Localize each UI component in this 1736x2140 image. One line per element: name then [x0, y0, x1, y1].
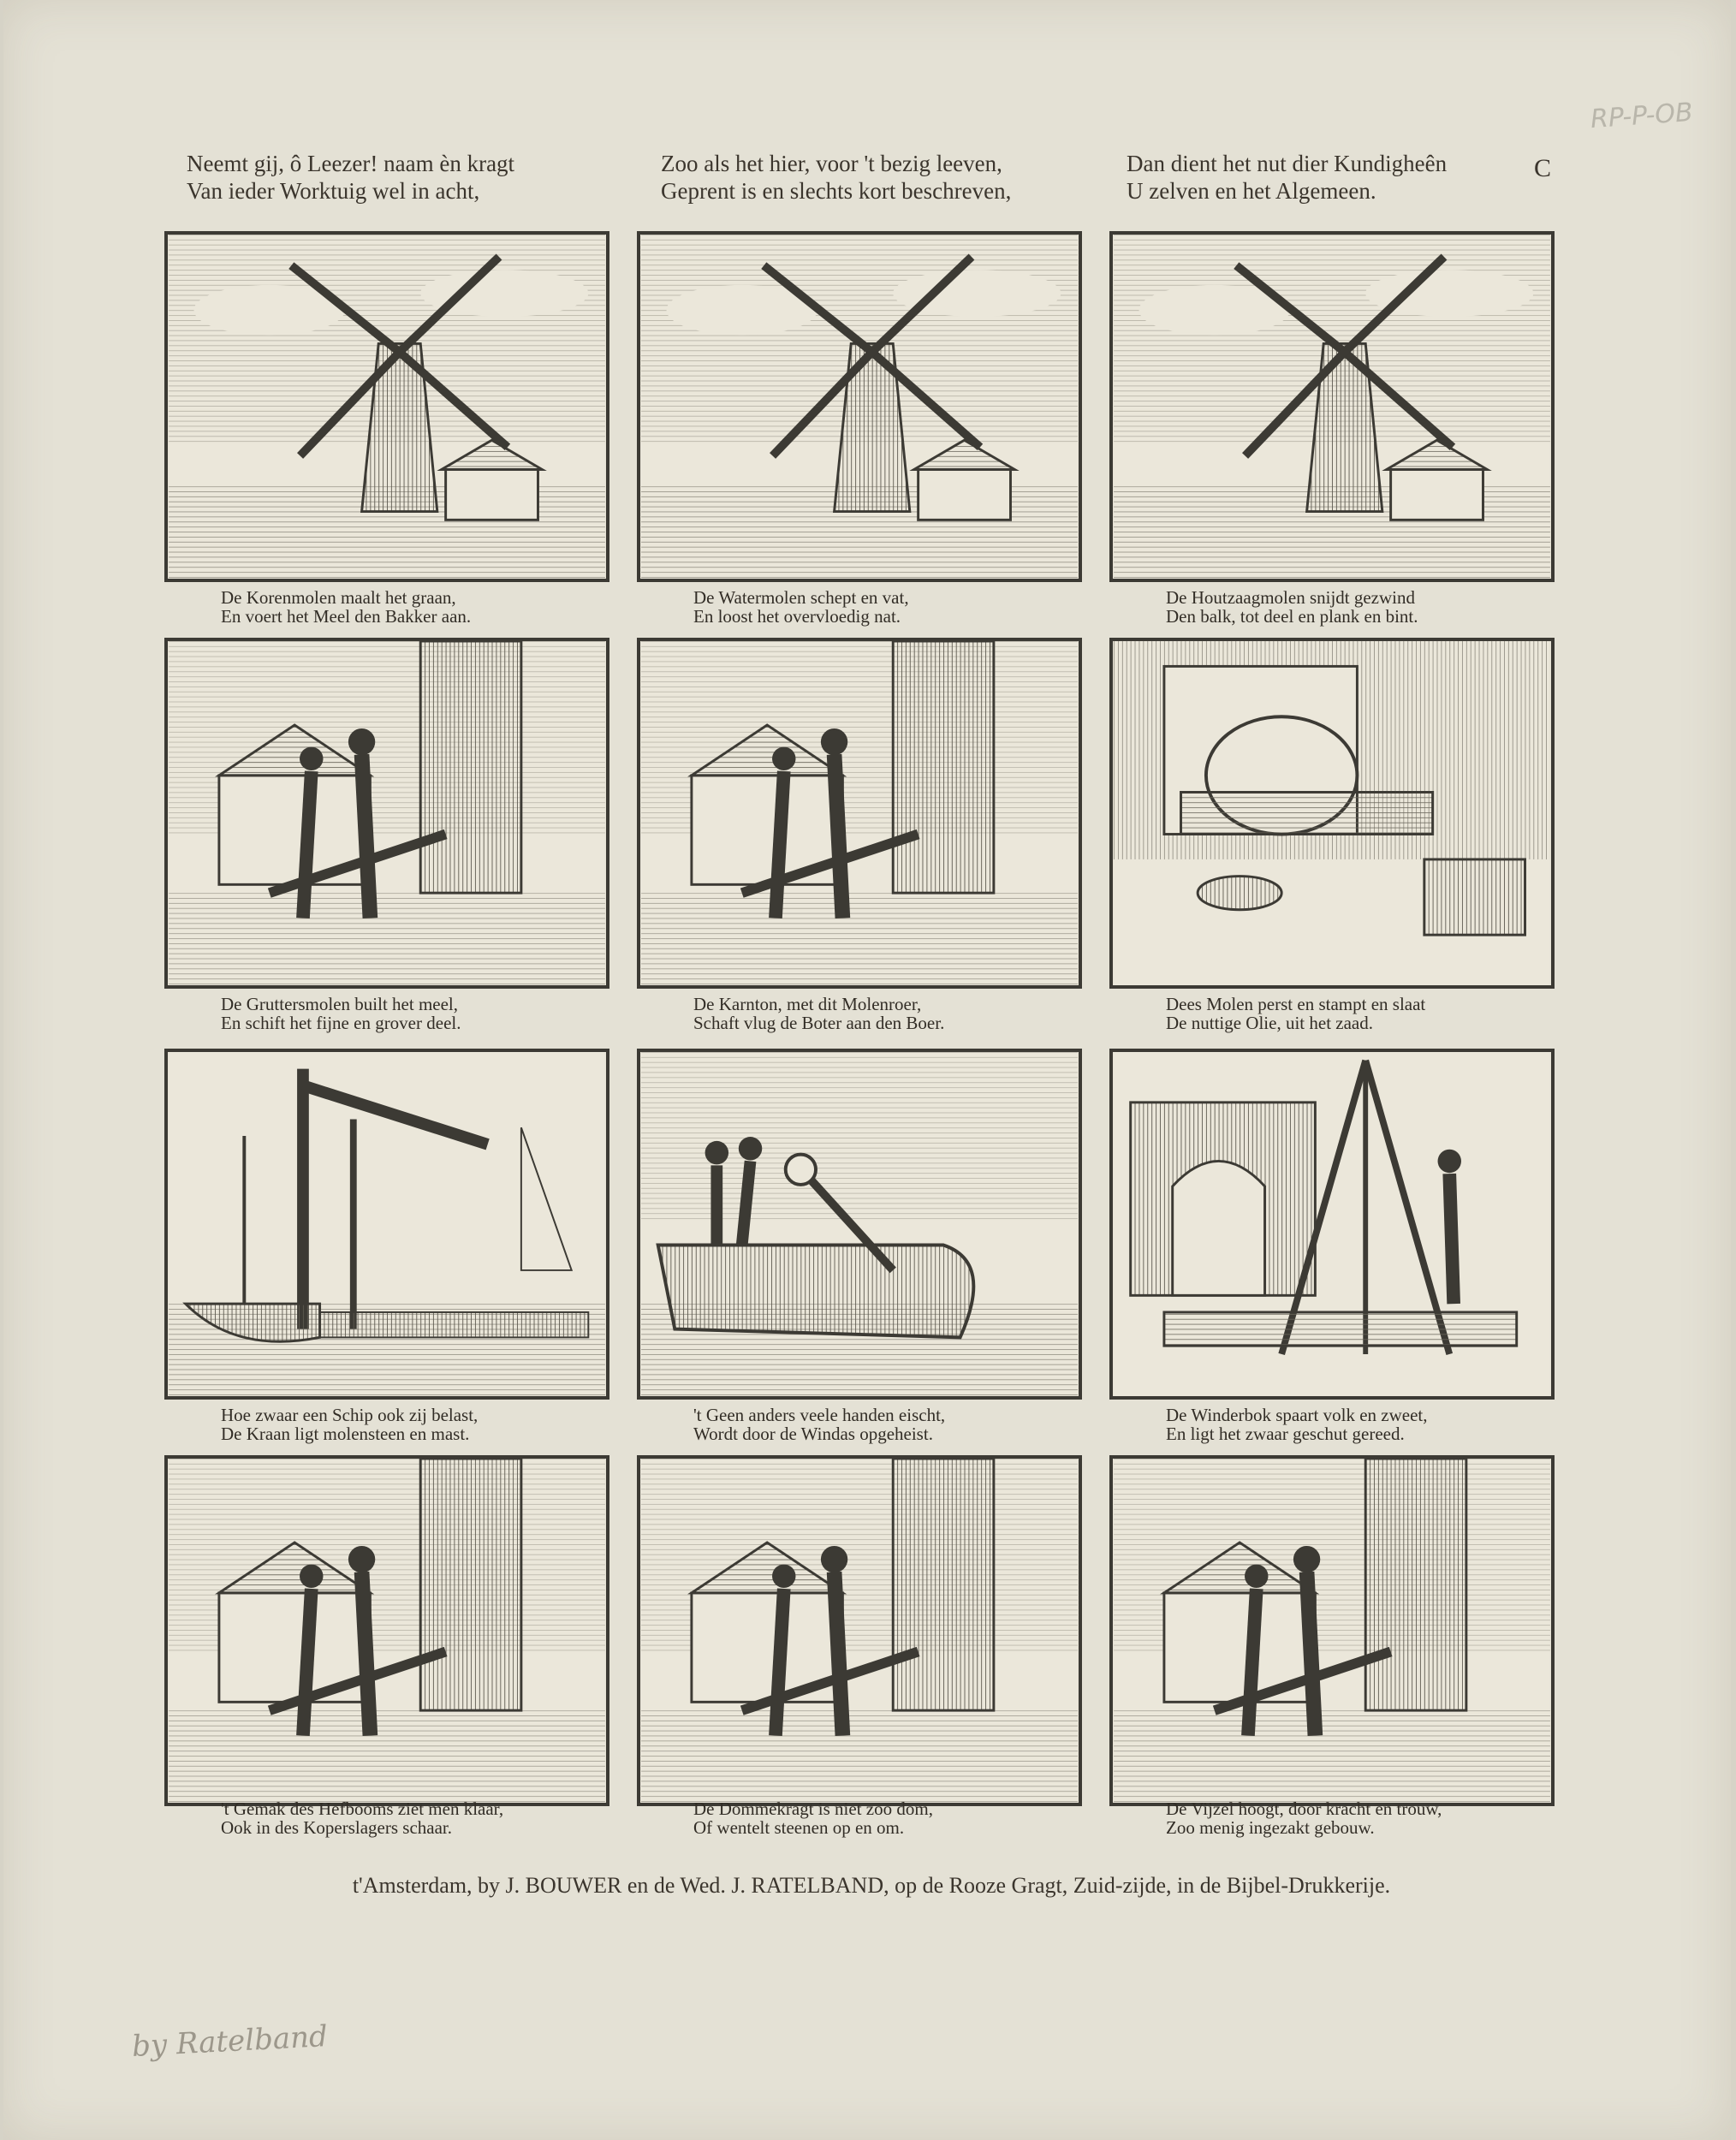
header-verse-2 [661, 150, 1011, 205]
panel-caption [164, 1406, 609, 1443]
header-verse-1 [187, 150, 514, 205]
lever-icon [168, 1459, 606, 1803]
verse-line: Neemt gij, ô Leezer! naam èn kragt [187, 151, 515, 176]
oil-press-icon [1113, 641, 1551, 985]
printer-imprint: t'Amsterdam, by J. BOUWER en de Wed. J. RATELBAND, op de Rooze Gragt, Zuid-zijde, in de Bijbel-Drukkerije. [352, 1873, 1391, 1898]
caption-line: De nuttige Olie, uit het zaad. [1166, 1013, 1374, 1033]
caption-line: Zoo menig ingezakt gebouw. [1166, 1817, 1375, 1838]
caption-line: De Gruttersmolen built het meel, [221, 994, 459, 1014]
panel-caption [1109, 1406, 1555, 1443]
panel-caption [637, 995, 1082, 1032]
panel-caption [1109, 1799, 1555, 1837]
caption-line: Schaft vlug de Boter aan den Boer. [693, 1013, 945, 1033]
verse-line: Zoo als het hier, voor 't bezig leeven, [661, 151, 1002, 176]
woodcut-panel [1109, 638, 1555, 989]
woodcut-panel [1109, 1455, 1555, 1806]
screw-jack-icon [1113, 1459, 1551, 1803]
panel-caption [637, 1799, 1082, 1837]
caption-line: Den balk, tot deel en plank en bint. [1166, 606, 1418, 627]
verse-line: Geprent is en slechts kort beschreven, [661, 178, 1012, 204]
sheet-letter: C [1534, 154, 1552, 182]
windmill-icon [1113, 235, 1551, 579]
windlass-icon [640, 1052, 1079, 1396]
caption-line: De Karnton, met dit Molenroer, [693, 994, 922, 1014]
woodcut-panel [164, 1049, 609, 1400]
archive-pencil-mark: RP-P-OB [1590, 97, 1695, 135]
panel-caption [637, 1406, 1082, 1443]
caption-line: De Houtzaagmolen snijdt gezwind [1166, 587, 1416, 608]
caption-line: Hoe zwaar een Schip ook zij belast, [221, 1405, 479, 1425]
caption-line: De Dommekragt is niet zoo dom, [693, 1798, 933, 1819]
panel-caption [164, 1799, 609, 1837]
tripod-hoist-icon [1113, 1052, 1551, 1396]
horse-mill-icon [640, 641, 1079, 985]
caption-line: De Watermolen schept en vat, [693, 587, 909, 608]
handwritten-signature: by Ratelband [131, 2019, 329, 2064]
broadsheet-page [3, 0, 1731, 2140]
woodcut-panel [637, 1455, 1082, 1806]
caption-line: Wordt door de Windas opgeheist. [693, 1424, 933, 1444]
windmill-icon [640, 235, 1079, 579]
caption-line: En voert het Meel den Bakker aan. [221, 606, 472, 627]
woodcut-panel [637, 1049, 1082, 1400]
woodcut-panel [637, 638, 1082, 989]
woodcut-panel [164, 638, 609, 989]
panel-caption [1109, 995, 1555, 1032]
horse-mill-icon [168, 641, 606, 985]
woodcut-panel [1109, 1049, 1555, 1400]
verse-line: Van ieder Worktuig wel in acht, [187, 178, 480, 204]
woodcut-panel [164, 231, 609, 582]
windmill-icon [168, 235, 606, 579]
jack-icon [640, 1459, 1079, 1803]
crane-icon [168, 1052, 606, 1396]
caption-line: Of wentelt steenen op en om. [693, 1817, 905, 1838]
verse-line: Dan dient het nut dier Kundigheên [1127, 151, 1448, 176]
woodcut-panel [164, 1455, 609, 1806]
panel-caption [164, 588, 609, 626]
panel-caption [637, 588, 1082, 626]
caption-line: 't Gemak des Hefbooms ziet men klaar, [221, 1798, 504, 1819]
caption-line: En schift het fijne en grover deel. [221, 1013, 461, 1033]
caption-line: Ook in des Koperslagers schaar. [221, 1817, 453, 1838]
caption-line: 't Geen anders veele handen eischt, [693, 1405, 946, 1425]
woodcut-panel [1109, 231, 1555, 582]
woodcut-panel [637, 231, 1082, 582]
caption-line: De Korenmolen maalt het graan, [221, 587, 456, 608]
caption-line: De Kraan ligt molensteen en mast. [221, 1424, 470, 1444]
header-verse-3 [1127, 150, 1447, 205]
caption-line: De Winderbok spaart volk en zweet, [1166, 1405, 1428, 1425]
caption-line: Dees Molen perst en stampt en slaat [1166, 994, 1426, 1014]
caption-line: En ligt het zwaar geschut gereed. [1166, 1424, 1405, 1444]
verse-line: U zelven en het Algemeen. [1127, 178, 1376, 204]
caption-line: En loost het overvloedig nat. [693, 606, 901, 627]
panel-caption [1109, 588, 1555, 626]
caption-line: De Vijzel hoogt, door kracht en trouw, [1166, 1798, 1442, 1819]
panel-caption [164, 995, 609, 1032]
